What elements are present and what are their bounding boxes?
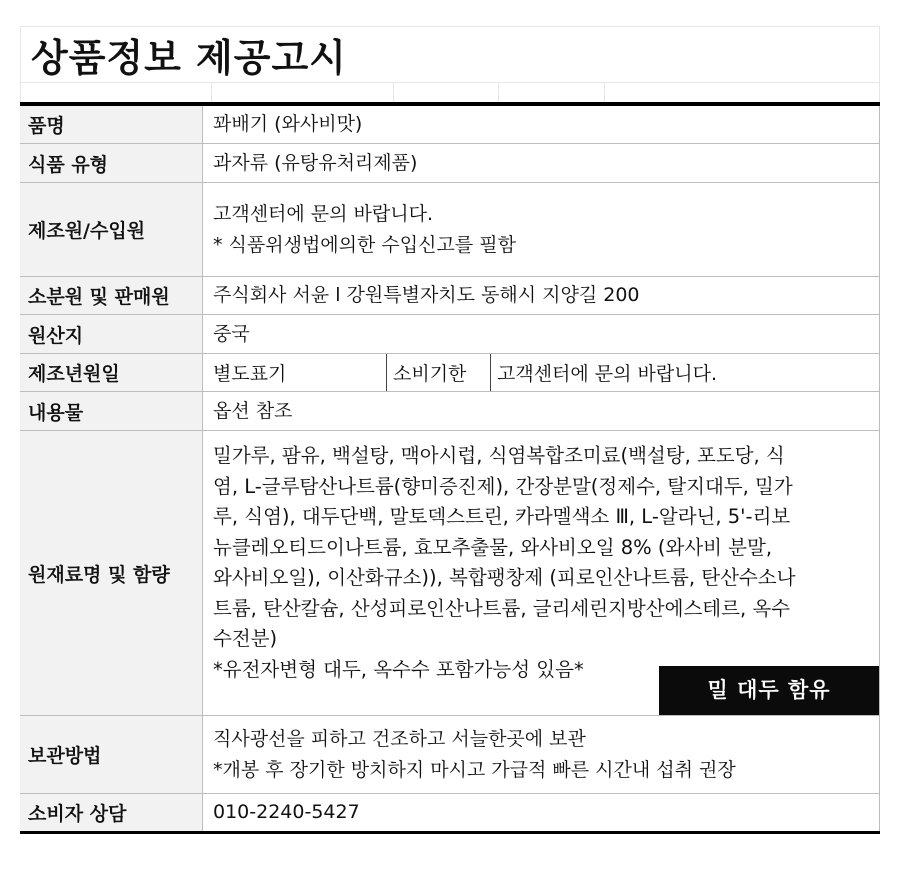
- ingredients-line: 루, 식염), 대두단백, 말토덱스트린, 카라멜색소 Ⅲ, L-알라닌, 5'-리보: [213, 505, 791, 528]
- storage-line-1: 직사광선을 피하고 건조하고 서늘한곳에 보관: [213, 727, 586, 750]
- value-food-type: 과자류 (유탕유처리제품): [203, 144, 880, 182]
- manufacturer-line-1: 고객센터에 문의 바랍니다.: [213, 202, 434, 225]
- label-storage: 보관방법: [20, 716, 203, 793]
- manufacturer-line-2: * 식품위생법에의한 수입신고를 필함: [213, 233, 516, 256]
- allergen-badge: 밀 대두 함유: [659, 666, 879, 715]
- value-ingredients: [203, 431, 880, 715]
- row-seller: [20, 277, 880, 315]
- ingredients-text: [203, 431, 879, 691]
- page-title: 상품정보 제공고시: [20, 26, 880, 82]
- ingredients-line: 트륨, 탄산칼슘, 산성피로인산나트륨, 글리세린지방산에스테르, 옥수: [213, 596, 791, 620]
- row-mfg-date: [20, 354, 880, 392]
- row-origin: [20, 315, 880, 354]
- ingredients-line: 뉴클레오티드이나트륨, 효모추출물, 와사비오일 8% (와사비 분말,: [213, 535, 773, 559]
- row-contents: [20, 392, 880, 431]
- row-product-name: [20, 106, 880, 144]
- value-origin: 중국: [203, 315, 880, 353]
- label-food-type: 식품 유형: [20, 144, 203, 182]
- gmo-notice: *유전자변형 대두, 옥수수 포함가능성 있음*: [213, 657, 584, 681]
- value-consumer: 010-2240-5427: [203, 794, 880, 831]
- label-product-name: 품명: [20, 106, 203, 143]
- row-manufacturer: [20, 183, 880, 277]
- value-product-name: 꽈배기 (와사비맛): [203, 106, 880, 143]
- value-expiry: 고객센터에 문의 바랍니다.: [491, 354, 880, 391]
- label-expiry: 소비기한: [387, 354, 491, 391]
- mfg-date-split: [203, 354, 880, 391]
- ingredients-line: 밀가루, 팜유, 백설탕, 맥아시럽, 식염복합조미료(백설탕, 포도당, 식: [213, 444, 785, 467]
- product-info-sheet: [20, 26, 880, 834]
- row-storage: [20, 716, 880, 794]
- row-ingredients: [20, 431, 880, 716]
- row-consumer: [20, 794, 880, 831]
- ingredients-line: 수전분): [213, 627, 278, 650]
- storage-line-2: *개봉 후 장기한 방치하지 마시고 가급적 빠른 시간내 섭취 권장: [213, 758, 736, 781]
- info-table: [20, 102, 880, 834]
- ingredients-line: 와사비오일), 이산화규소)), 복합팽창제 (피로인산나트륨, 탄산수소나: [213, 566, 796, 589]
- label-ingredients: 원재료명 및 함량: [20, 431, 203, 715]
- label-manufacturer: 제조원/수입원: [20, 183, 203, 276]
- value-mfg-date: 별도표기: [203, 354, 387, 391]
- label-contents: 내용물: [20, 392, 203, 430]
- ingredients-line: 염, L-글루탐산나트륨(향미증진제), 간장분말(정제수, 탈지대두, 밀가: [213, 474, 793, 498]
- value-manufacturer: [203, 183, 880, 276]
- value-seller: 주식회사 서윤 l 강원특별자치도 동해시 지양길 200: [203, 277, 880, 314]
- label-seller: 소분원 및 판매원: [20, 277, 203, 314]
- row-food-type: [20, 144, 880, 183]
- label-consumer: 소비자 상담: [20, 794, 203, 831]
- header-spacer-row: [20, 82, 880, 102]
- label-mfg-date: 제조년원일: [20, 354, 203, 391]
- value-contents: 옵션 참조: [203, 392, 880, 430]
- label-origin: 원산지: [20, 315, 203, 353]
- value-storage: [203, 716, 880, 793]
